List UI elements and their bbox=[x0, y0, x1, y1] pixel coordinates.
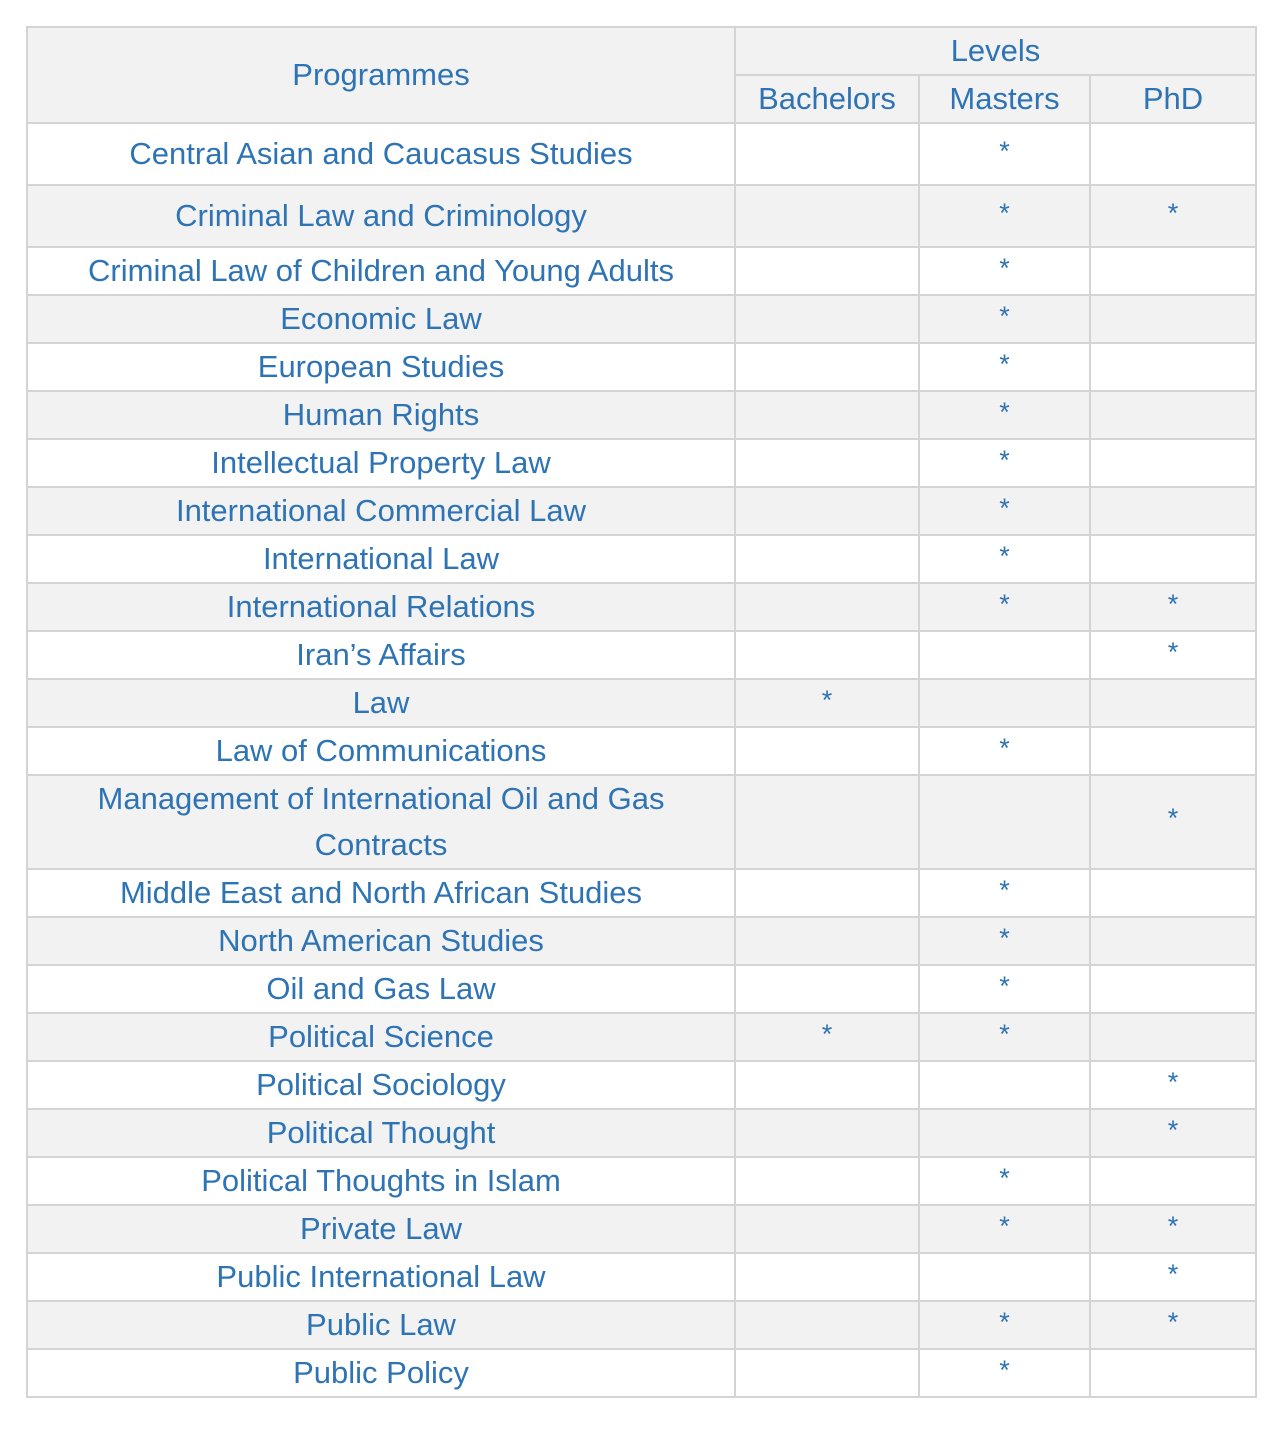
masters-cell: * bbox=[919, 917, 1090, 965]
table-row bbox=[27, 123, 1256, 185]
bachelors-cell bbox=[735, 343, 919, 391]
masters-cell bbox=[919, 679, 1090, 727]
table-row bbox=[27, 247, 1256, 295]
table-row bbox=[27, 343, 1256, 391]
masters-cell: * bbox=[919, 965, 1090, 1013]
programme-cell: Political Science bbox=[27, 1013, 735, 1061]
bachelors-cell: * bbox=[735, 1013, 919, 1061]
table-row bbox=[27, 727, 1256, 775]
masters-cell: * bbox=[919, 343, 1090, 391]
programme-cell: Iran’s Affairs bbox=[27, 631, 735, 679]
phd-cell bbox=[1090, 1013, 1256, 1061]
masters-cell: * bbox=[919, 1157, 1090, 1205]
table-row bbox=[27, 1013, 1256, 1061]
phd-cell: * bbox=[1090, 583, 1256, 631]
programme-cell: Management of International Oil and Gas Contracts bbox=[27, 775, 735, 869]
bachelors-cell bbox=[735, 583, 919, 631]
phd-cell bbox=[1090, 869, 1256, 917]
masters-cell: * bbox=[919, 1349, 1090, 1397]
programme-cell: Political Thought bbox=[27, 1109, 735, 1157]
bachelors-cell bbox=[735, 1301, 919, 1349]
table-row bbox=[27, 917, 1256, 965]
phd-cell bbox=[1090, 295, 1256, 343]
bachelors-header: Bachelors bbox=[735, 75, 919, 123]
table-row bbox=[27, 583, 1256, 631]
table-row bbox=[27, 535, 1256, 583]
bachelors-cell bbox=[735, 775, 919, 869]
programme-cell: Criminal Law and Criminology bbox=[27, 185, 735, 247]
bachelors-cell bbox=[735, 295, 919, 343]
phd-cell bbox=[1090, 247, 1256, 295]
table-row bbox=[27, 295, 1256, 343]
levels-header: Levels bbox=[735, 27, 1256, 75]
programme-cell: Political Sociology bbox=[27, 1061, 735, 1109]
bachelors-cell bbox=[735, 727, 919, 775]
phd-cell bbox=[1090, 535, 1256, 583]
phd-cell: * bbox=[1090, 1205, 1256, 1253]
table-row bbox=[27, 391, 1256, 439]
masters-cell: * bbox=[919, 185, 1090, 247]
programme-cell: Economic Law bbox=[27, 295, 735, 343]
masters-cell: * bbox=[919, 1205, 1090, 1253]
programmes-header: Programmes bbox=[27, 27, 735, 123]
table-row bbox=[27, 869, 1256, 917]
masters-cell bbox=[919, 631, 1090, 679]
masters-cell: * bbox=[919, 869, 1090, 917]
bachelors-cell bbox=[735, 965, 919, 1013]
phd-cell bbox=[1090, 439, 1256, 487]
table-row bbox=[27, 679, 1256, 727]
programme-cell: Oil and Gas Law bbox=[27, 965, 735, 1013]
bachelors-cell bbox=[735, 391, 919, 439]
masters-cell: * bbox=[919, 487, 1090, 535]
programme-cell: Public International Law bbox=[27, 1253, 735, 1301]
phd-cell bbox=[1090, 727, 1256, 775]
bachelors-cell bbox=[735, 123, 919, 185]
phd-cell bbox=[1090, 679, 1256, 727]
programme-cell: Middle East and North African Studies bbox=[27, 869, 735, 917]
table-row bbox=[27, 1253, 1256, 1301]
masters-cell: * bbox=[919, 391, 1090, 439]
phd-cell: * bbox=[1090, 185, 1256, 247]
bachelors-cell bbox=[735, 1253, 919, 1301]
table-row bbox=[27, 439, 1256, 487]
bachelors-cell: * bbox=[735, 679, 919, 727]
bachelors-cell bbox=[735, 869, 919, 917]
programme-cell: International Law bbox=[27, 535, 735, 583]
bachelors-cell bbox=[735, 185, 919, 247]
masters-cell: * bbox=[919, 1301, 1090, 1349]
masters-cell: * bbox=[919, 247, 1090, 295]
table-row bbox=[27, 1061, 1256, 1109]
bachelors-cell bbox=[735, 1205, 919, 1253]
masters-cell: * bbox=[919, 535, 1090, 583]
phd-cell bbox=[1090, 965, 1256, 1013]
masters-cell: * bbox=[919, 295, 1090, 343]
programmes-table-container bbox=[26, 26, 1257, 1398]
programme-cell: Criminal Law of Children and Young Adults bbox=[27, 247, 735, 295]
programme-cell: International Relations bbox=[27, 583, 735, 631]
programmes-levels-table bbox=[26, 26, 1257, 1398]
table-row bbox=[27, 1301, 1256, 1349]
masters-cell: * bbox=[919, 727, 1090, 775]
table-row bbox=[27, 1109, 1256, 1157]
programme-cell: International Commercial Law bbox=[27, 487, 735, 535]
masters-cell bbox=[919, 1253, 1090, 1301]
bachelors-cell bbox=[735, 535, 919, 583]
table-row bbox=[27, 775, 1256, 869]
phd-cell bbox=[1090, 1349, 1256, 1397]
phd-cell bbox=[1090, 487, 1256, 535]
programme-cell: Political Thoughts in Islam bbox=[27, 1157, 735, 1205]
programme-cell: Law of Communications bbox=[27, 727, 735, 775]
bachelors-cell bbox=[735, 631, 919, 679]
programme-cell: Intellectual Property Law bbox=[27, 439, 735, 487]
phd-cell bbox=[1090, 123, 1256, 185]
programme-cell: Central Asian and Caucasus Studies bbox=[27, 123, 735, 185]
bachelors-cell bbox=[735, 487, 919, 535]
phd-cell: * bbox=[1090, 631, 1256, 679]
bachelors-cell bbox=[735, 1157, 919, 1205]
programme-cell: Law bbox=[27, 679, 735, 727]
bachelors-cell bbox=[735, 917, 919, 965]
table-row bbox=[27, 1349, 1256, 1397]
masters-cell bbox=[919, 1109, 1090, 1157]
programme-cell: North American Studies bbox=[27, 917, 735, 965]
table-row bbox=[27, 1157, 1256, 1205]
table-row bbox=[27, 965, 1256, 1013]
masters-cell bbox=[919, 1061, 1090, 1109]
bachelors-cell bbox=[735, 1061, 919, 1109]
masters-cell bbox=[919, 775, 1090, 869]
table-row bbox=[27, 185, 1256, 247]
programme-cell: Public Policy bbox=[27, 1349, 735, 1397]
programme-cell: Private Law bbox=[27, 1205, 735, 1253]
bachelors-cell bbox=[735, 1349, 919, 1397]
programme-cell: Public Law bbox=[27, 1301, 735, 1349]
masters-header: Masters bbox=[919, 75, 1090, 123]
bachelors-cell bbox=[735, 439, 919, 487]
bachelors-cell bbox=[735, 247, 919, 295]
programme-cell: European Studies bbox=[27, 343, 735, 391]
bachelors-cell bbox=[735, 1109, 919, 1157]
programme-cell: Human Rights bbox=[27, 391, 735, 439]
masters-cell: * bbox=[919, 1013, 1090, 1061]
phd-cell: * bbox=[1090, 1301, 1256, 1349]
table-row bbox=[27, 1205, 1256, 1253]
table-row bbox=[27, 631, 1256, 679]
phd-cell bbox=[1090, 391, 1256, 439]
table-row bbox=[27, 487, 1256, 535]
phd-header: PhD bbox=[1090, 75, 1256, 123]
phd-cell: * bbox=[1090, 775, 1256, 869]
table-header bbox=[27, 27, 1256, 123]
masters-cell: * bbox=[919, 123, 1090, 185]
phd-cell: * bbox=[1090, 1253, 1256, 1301]
phd-cell: * bbox=[1090, 1061, 1256, 1109]
masters-cell: * bbox=[919, 439, 1090, 487]
phd-cell bbox=[1090, 343, 1256, 391]
masters-cell: * bbox=[919, 583, 1090, 631]
table-body bbox=[27, 123, 1256, 1397]
phd-cell: * bbox=[1090, 1109, 1256, 1157]
phd-cell bbox=[1090, 917, 1256, 965]
phd-cell bbox=[1090, 1157, 1256, 1205]
